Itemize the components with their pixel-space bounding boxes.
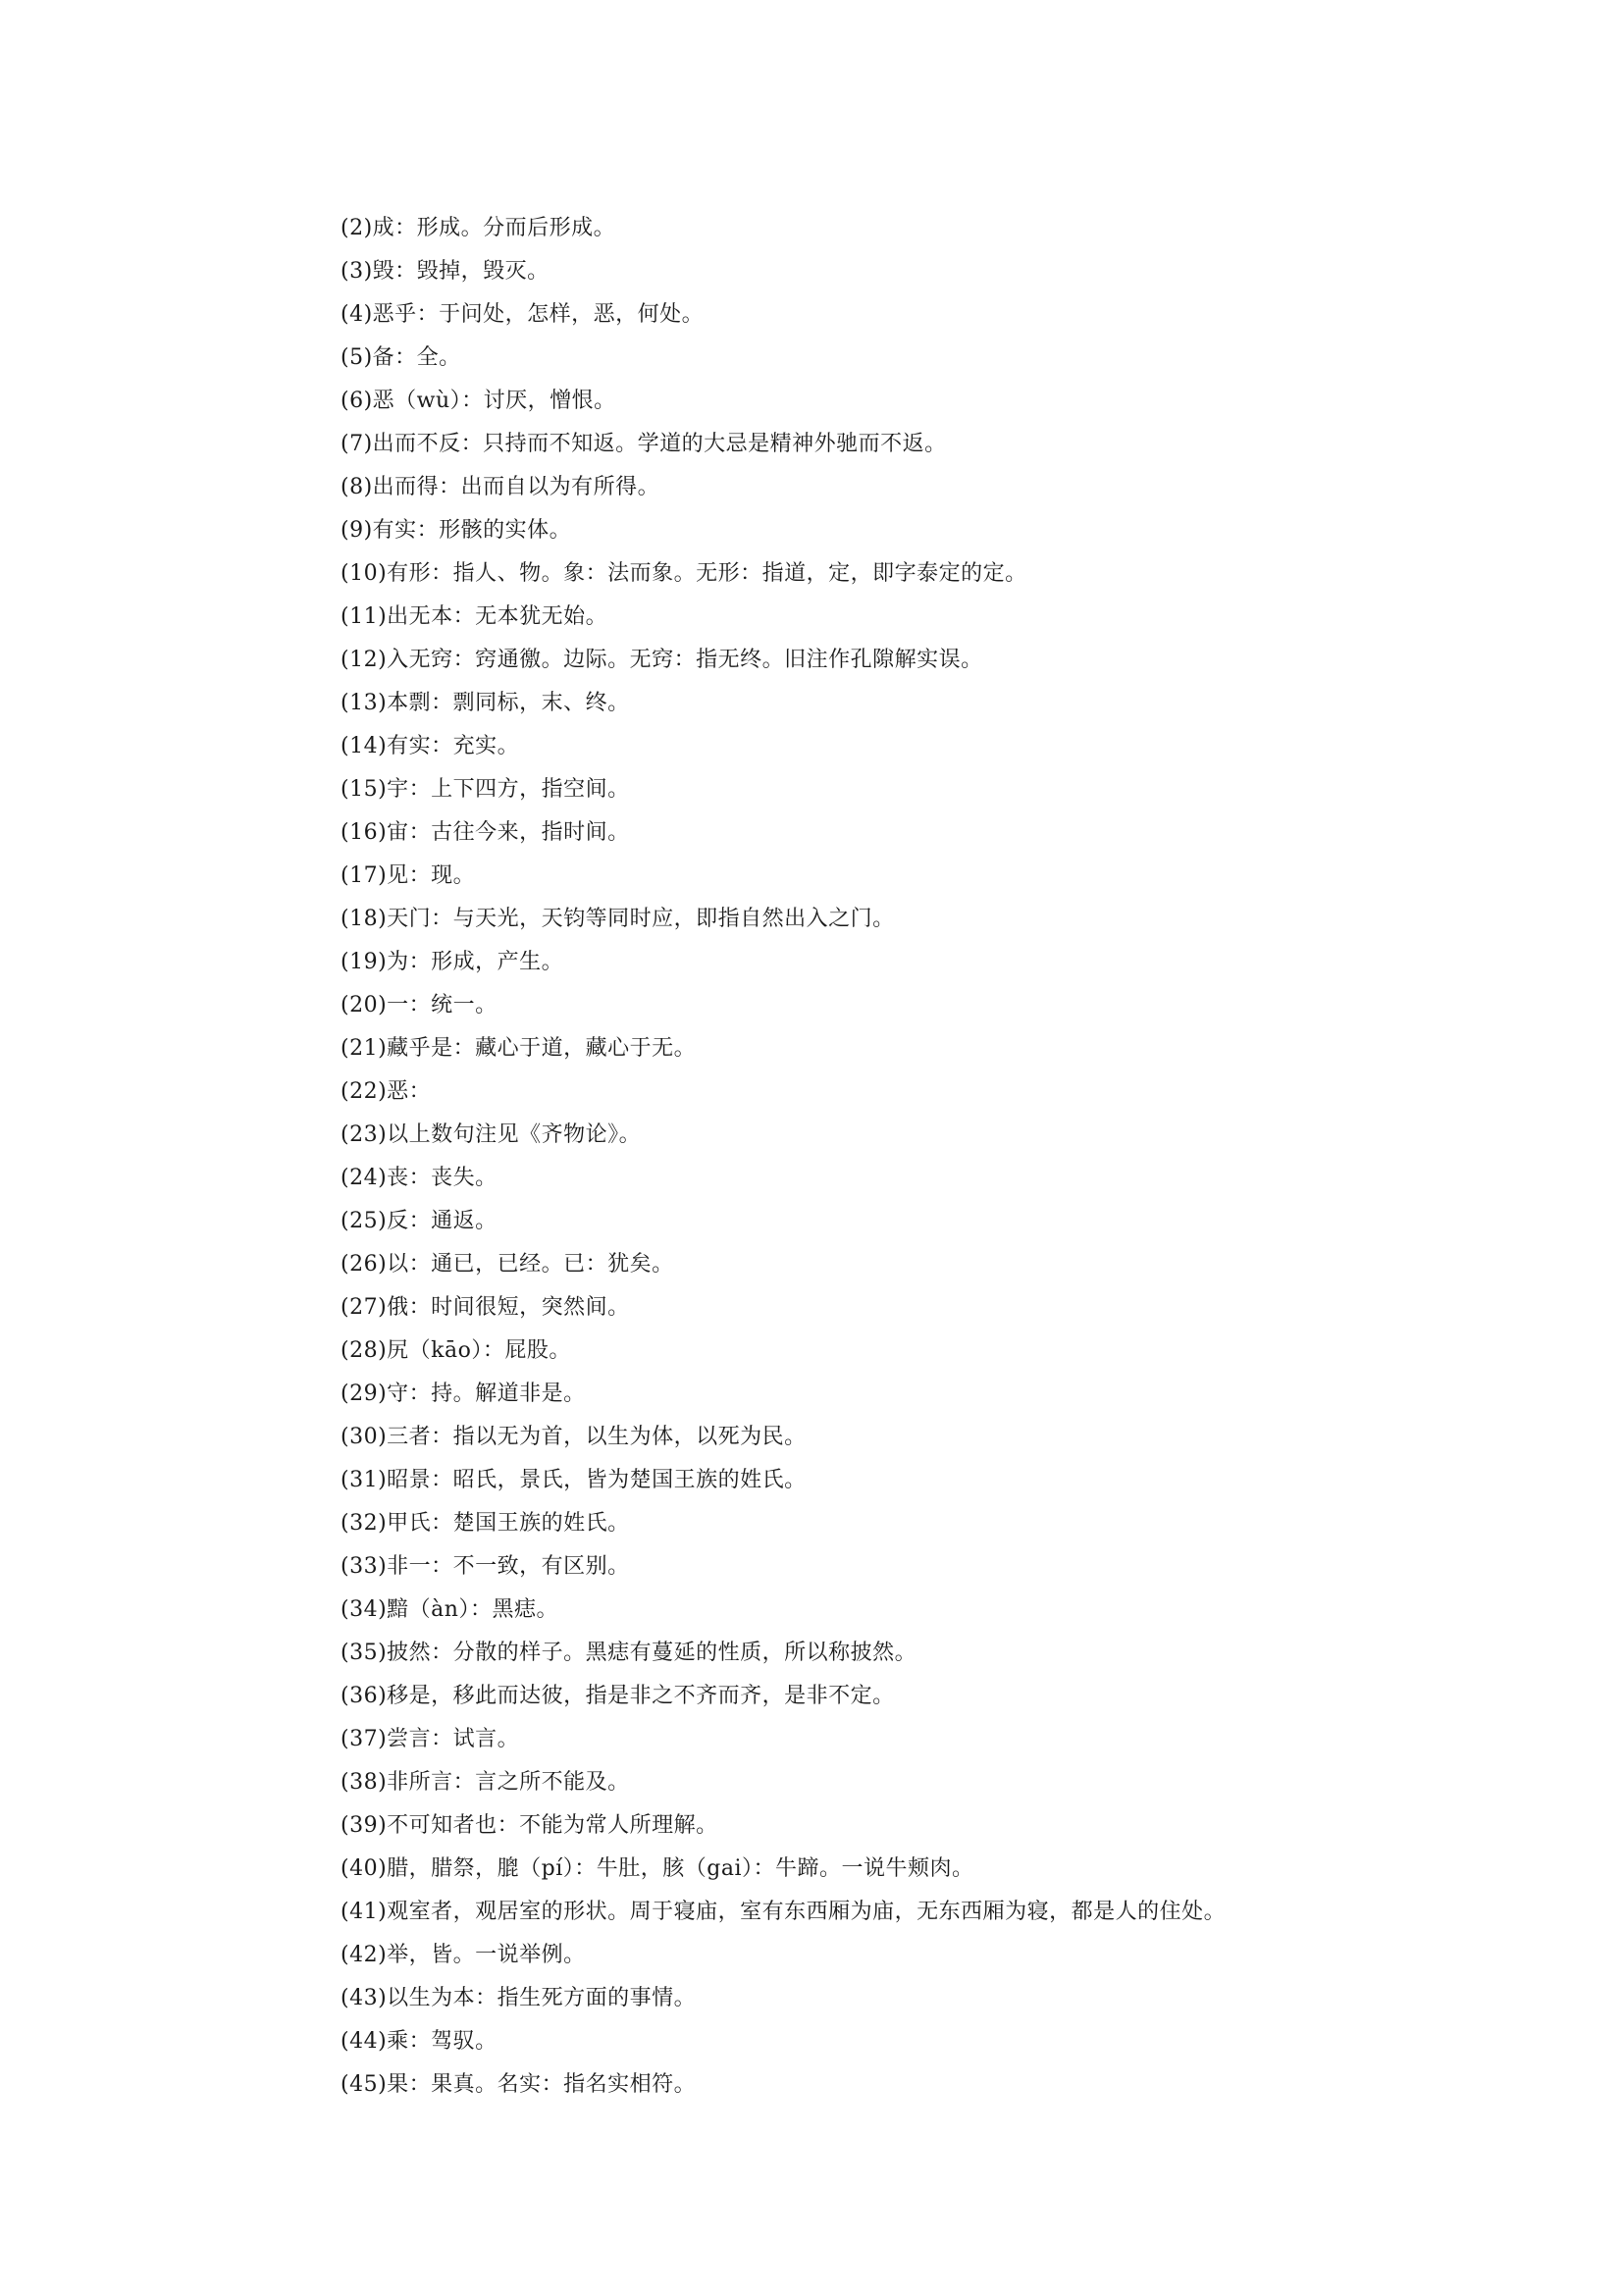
annotation-line: (7)出而不反：只持而不知返。学道的大忌是精神外驰而不返。 <box>341 432 947 456</box>
annotation-line: (42)举，皆。一说举例。 <box>341 1943 586 1967</box>
annotation-line: (39)不可知者也：不能为常人所理解。 <box>341 1813 718 1838</box>
annotation-line: (9)有实：形骸的实体。 <box>341 518 572 543</box>
annotation-line: (41)观室者，观居室的形状。周于寝庙，室有东西厢为庙，无东西厢为寝，都是人的住处。 <box>341 1900 1227 1924</box>
annotation-line: (30)三者：指以无为首，以生为体，以死为民。 <box>341 1425 807 1449</box>
annotation-line: (28)尻（kāo）：屁股。 <box>341 1338 571 1363</box>
annotation-line: (3)毁：毁掉，毁灭。 <box>341 259 550 284</box>
annotation-line: (43)以生为本：指生死方面的事情。 <box>341 1986 697 2010</box>
annotation-line: (22)恶： <box>341 1079 432 1104</box>
annotation-line: (33)非一：不一致，有区别。 <box>341 1554 630 1579</box>
annotation-line: (5)备：全。 <box>341 345 461 370</box>
annotation-line: (45)果：果真。名实：指名实相符。 <box>341 2072 697 2097</box>
annotation-line: (16)宙：古往今来，指时间。 <box>341 820 630 845</box>
annotation-line: (26)以：通已，已经。已：犹矣。 <box>341 1252 674 1277</box>
annotation-line: (34)黯（àn）：黑痣。 <box>341 1597 558 1622</box>
annotation-line: (8)出而得：出而自以为有所得。 <box>341 475 660 499</box>
annotation-line: (19)为：形成，产生。 <box>341 950 564 974</box>
annotation-line: (27)俄：时间很短，突然间。 <box>341 1295 630 1320</box>
annotation-line: (31)昭景：昭氏，景氏，皆为楚国王族的姓氏。 <box>341 1468 807 1492</box>
annotation-line: (15)宇：上下四方，指空间。 <box>341 777 630 802</box>
annotation-line: (18)天门：与天光，天钧等同时应，即指自然出入之门。 <box>341 907 895 931</box>
annotation-line: (36)移是，移此而达彼，指是非之不齐而齐，是非不定。 <box>341 1684 895 1708</box>
annotation-line: (44)乘：驾驭。 <box>341 2029 498 2054</box>
annotation-list <box>341 207 1322 2107</box>
annotation-line: (35)披然：分散的样子。黑痣有蔓延的性质，所以称披然。 <box>341 1641 917 1665</box>
annotation-line: (29)守：持。解道非是。 <box>341 1382 586 1406</box>
annotation-line: (4)恶乎：于问处，怎样，恶，何处。 <box>341 302 705 327</box>
annotation-line: (12)入无窍：窍通徼。边际。无窍：指无终。旧注作孔隙解实误。 <box>341 648 983 672</box>
annotation-line: (24)丧：丧失。 <box>341 1166 498 1190</box>
annotation-line: (11)出无本：无本犹无始。 <box>341 604 608 629</box>
annotation-line: (25)反：通返。 <box>341 1209 498 1233</box>
annotation-line: (23)以上数句注见《齐物论》。 <box>341 1122 642 1147</box>
annotation-line: (10)有形：指人、物。象：法而象。无形：指道，定，即字泰定的定。 <box>341 561 1027 586</box>
annotation-line: (17)见：现。 <box>341 863 476 888</box>
annotation-line: (2)成：形成。分而后形成。 <box>341 216 616 240</box>
annotation-line: (14)有实：充实。 <box>341 734 520 758</box>
annotation-line: (32)甲氏：楚国王族的姓氏。 <box>341 1511 630 1536</box>
annotation-line: (20)一：统一。 <box>341 993 498 1017</box>
annotation-line: (38)非所言：言之所不能及。 <box>341 1770 630 1795</box>
annotation-line: (37)尝言：试言。 <box>341 1727 520 1751</box>
annotation-line: (6)恶（wù）：讨厌，憎恨。 <box>341 389 616 413</box>
annotation-line: (40)腊，腊祭，膍（pí）：牛肚，胲（gai）：牛蹄。一说牛颊肉。 <box>341 1856 974 1881</box>
annotation-line: (13)本剽：剽同标，末、终。 <box>341 691 630 715</box>
annotation-line: (21)藏乎是：藏心于道，藏心于无。 <box>341 1036 697 1061</box>
